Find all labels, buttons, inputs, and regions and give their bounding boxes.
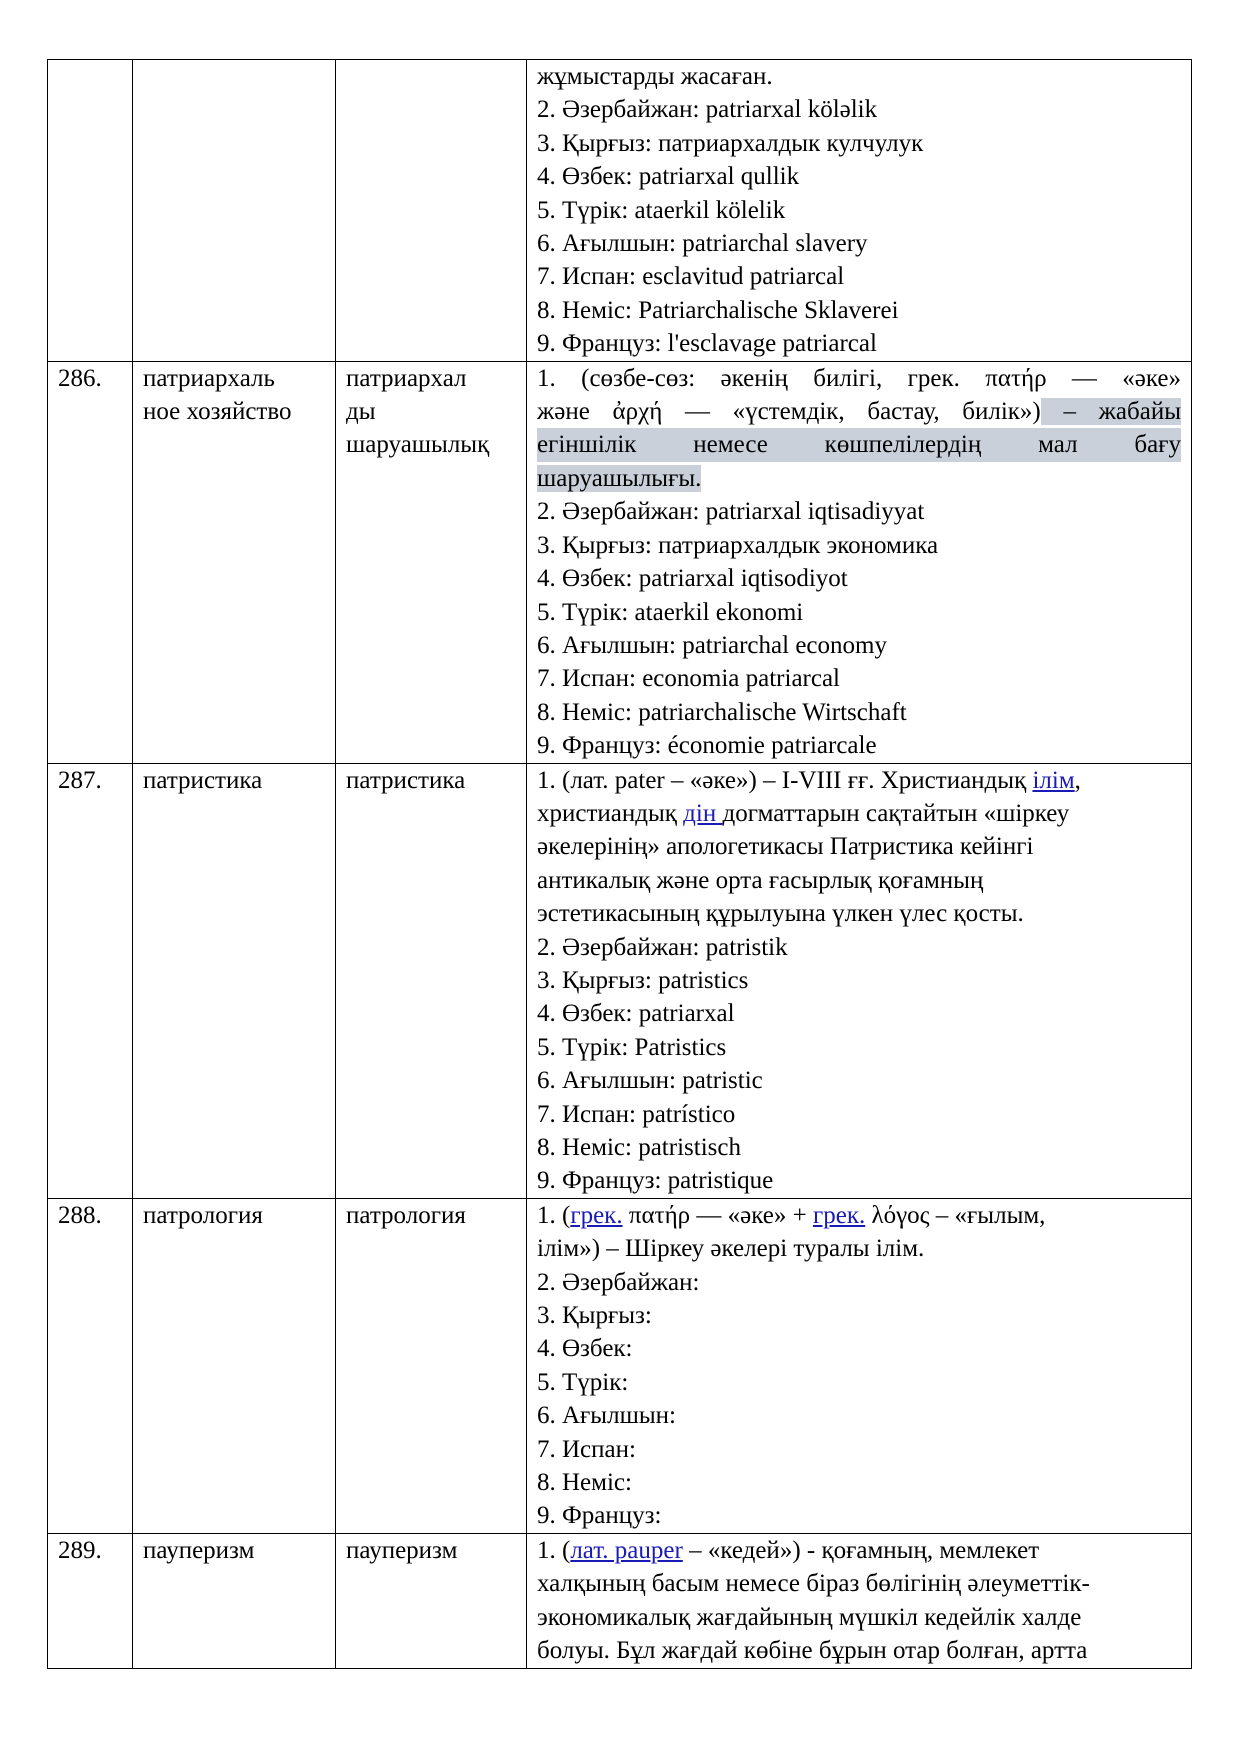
highlighted-text: егіншілік немесе көшпелілердің мал бағу [537, 428, 1181, 461]
translation-line: 5. Түрік: [537, 1368, 629, 1396]
translation-line: 9. Француз: patristique [537, 1167, 774, 1195]
term-kazakh: патристика [336, 763, 527, 1198]
ilim-link[interactable]: ілім [1032, 766, 1075, 794]
translation-line: 7. Испан: [537, 1435, 636, 1463]
translation-line: 5. Түрік: ataerkil ekonomi [537, 598, 804, 626]
translation-line: 6. Ағылшын: patriarchal economy [537, 631, 887, 659]
term-russian: патристика [133, 763, 336, 1198]
translation-line: 6. Ағылшын: patriarchal slavery [537, 230, 868, 258]
highlighted-text: шаруашылығы. [537, 464, 702, 492]
definition-line: христиандық дін догматтарын сақтайтын «шіркеу [537, 799, 1070, 827]
translation-line: 3. Қырғыз: патриархалдык экономика [537, 531, 939, 559]
translation-line: 6. Ағылшын: [537, 1402, 676, 1430]
definition-line: және ἀρχή — «үстемдік, бастау, билік») – жабайы [537, 398, 1181, 426]
row-number: 287. [48, 763, 133, 1198]
lat-pauper-link[interactable]: лат. pauper [570, 1536, 683, 1564]
translation-line: 9. Француз: [537, 1502, 662, 1530]
term-russian: патрология [133, 1198, 336, 1533]
translation-line: 9. Француз: économie patriarcale [537, 732, 877, 760]
definition-line: 1. (лат. pauper – «кедей») - қоғамның, мемлекет [537, 1536, 1040, 1564]
translation-line: 3. Қырғыз: patristics [537, 966, 749, 994]
definition-line: жұмыстарды жасаған. [537, 63, 773, 90]
translation-line: 2. Әзербайжан: patristik [537, 933, 788, 961]
translation-line: 4. Өзбек: patriarxal [537, 1000, 735, 1028]
table-row [48, 1533, 1192, 1668]
translation-line: 8. Неміс: Patriarchalische Sklaverei [537, 296, 899, 324]
term-kazakh: патриархал ды шаруашылық [336, 361, 527, 763]
table-row [48, 1198, 1192, 1533]
translation-line: 2. Әзербайжан: [537, 1268, 700, 1296]
table-row [48, 361, 1192, 763]
translation-line: 8. Неміс: [537, 1469, 632, 1497]
term-definition [527, 1533, 1192, 1668]
definition-line: эстетикасының құрылуына үлкен үлес қосты. [537, 900, 1024, 928]
definition-line: экономикалық жағдайының мүшкіл кедейлік халде [537, 1603, 1082, 1631]
term-definition [527, 1198, 1192, 1533]
definition-line [537, 462, 1181, 495]
definition-line: антикалық және орта ғасырлық қоғамның [537, 866, 984, 894]
translation-line: 4. Өзбек: [537, 1335, 633, 1363]
definition-line: 1. (лат. pater – «әке») – I-VIII ғғ. Христиандық ілім, [537, 766, 1081, 794]
translation-line: 5. Түрік: ataerkil kölelik [537, 196, 786, 224]
translation-line: 3. Қырғыз: [537, 1302, 652, 1330]
translation-line: 4. Өзбек: patriarxal qullik [537, 163, 800, 191]
term-russian: пауперизм [133, 1533, 336, 1668]
definition-line: ілім») – Шіркеу әкелері туралы ілім. [537, 1235, 925, 1263]
glossary-table [47, 59, 1192, 1669]
din-link[interactable]: дін [683, 799, 723, 827]
translation-line: 2. Әзербайжан: patriarxal kölәlik [537, 96, 878, 124]
translation-line: 8. Неміс: patristisch [537, 1134, 741, 1161]
term-definition [527, 361, 1192, 763]
definition-line: 1. (сөзбе-сөз: әкенің билігі, грек. πατήρ — «әке» [537, 364, 1181, 392]
definition-line: болуы. Бұл жағдай көбіне бұрын отар болған, артта [537, 1637, 1088, 1665]
row-number: 288. [48, 1198, 133, 1533]
highlighted-text: – жабайы [1040, 398, 1181, 426]
translation-line: 4. Өзбек: patriarxal iqtisodiyot [537, 565, 848, 593]
term-kazakh: патрология [336, 1198, 527, 1533]
term-kazakh [336, 60, 527, 362]
row-number: 286. [48, 361, 133, 763]
definition-line: әкелерінің» апологетикасы Патристика кейінгі [537, 833, 1034, 861]
grek-link[interactable]: грек. [812, 1201, 866, 1229]
translation-line: 5. Түрік: Patristics [537, 1033, 727, 1061]
term-kazakh: пауперизм [336, 1533, 527, 1668]
translation-line: 3. Қырғыз: патриархалдык кулчулук [537, 129, 924, 157]
row-number: 289. [48, 1533, 133, 1668]
translation-line: 6. Ағылшын: patristic [537, 1067, 763, 1095]
translation-line: 2. Әзербайжан: patriarxal iqtisadiyyat [537, 498, 925, 526]
translation-line: 7. Испан: esclavitud patriarcal [537, 263, 845, 291]
definition-line: 1. (грек. πατήρ — «әке» + грек. λόγος – «ғылым, [537, 1201, 1046, 1229]
term-russian [133, 60, 336, 362]
document-page [47, 59, 1191, 1669]
term-russian: патриархаль ное хозяйство [133, 361, 336, 763]
term-definition [527, 763, 1192, 1198]
row-number [48, 60, 133, 362]
definition-line: халқының басым немесе біраз бөлігінің әлеуметтік- [537, 1570, 1090, 1598]
grek-link[interactable]: грек. [570, 1201, 623, 1229]
translation-line: 9. Француз: l'esclavage patriarcal [537, 330, 877, 358]
table-row [48, 763, 1192, 1198]
translation-line: 7. Испан: patrístico [537, 1100, 736, 1128]
term-definition [527, 60, 1192, 362]
translation-line: 7. Испан: economia patriarcal [537, 665, 841, 693]
table-row [48, 60, 1192, 362]
translation-line: 8. Неміс: patriarchalische Wirtschaft [537, 698, 907, 726]
